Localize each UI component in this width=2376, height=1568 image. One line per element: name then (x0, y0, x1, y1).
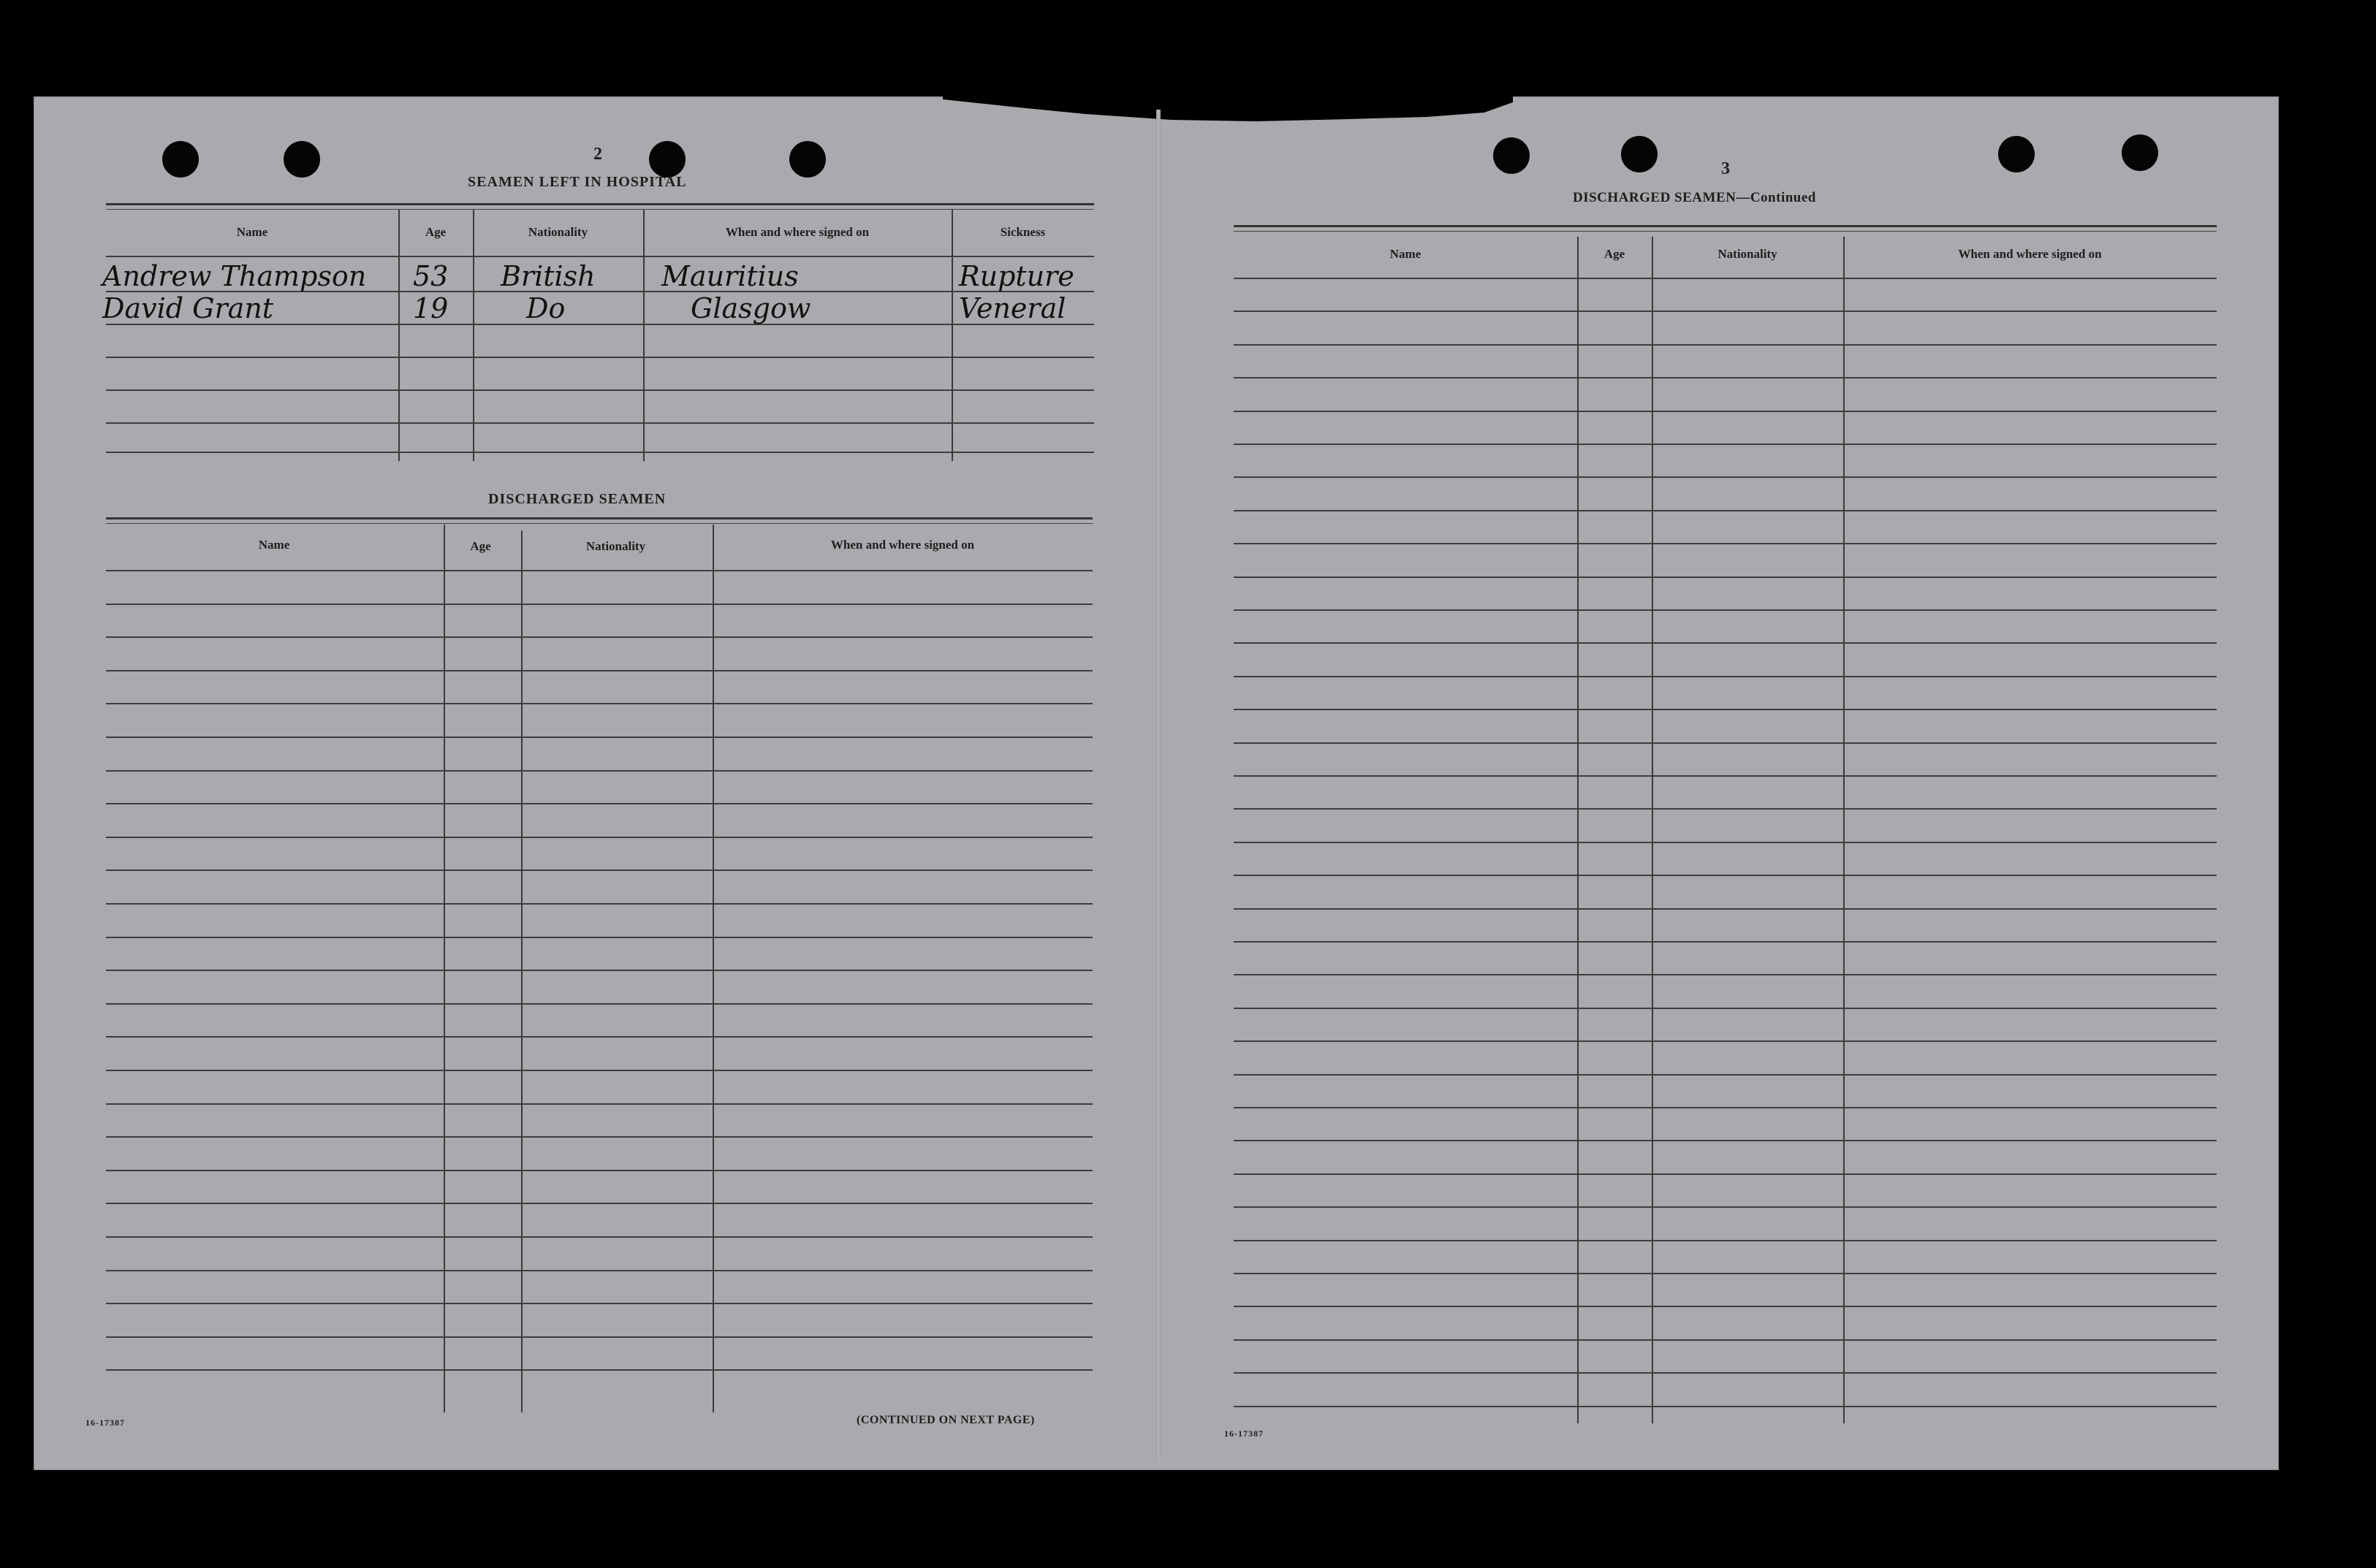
row-rule (106, 1103, 1093, 1105)
table-cell-nationality: Do (526, 292, 566, 324)
column-divider (713, 525, 714, 1412)
row-rule (106, 803, 1093, 804)
form-number-right: 16-17387 (1224, 1428, 1264, 1439)
row-rule (106, 1303, 1093, 1304)
row-rule (106, 1036, 1093, 1038)
row-rule (106, 570, 1093, 571)
row-rule (1234, 1107, 2217, 1108)
continued-note: (CONTINUED ON NEXT PAGE) (857, 1414, 1035, 1426)
column-header-signed-on: When and where signed on (830, 538, 975, 552)
column-header-age: Age (470, 539, 491, 553)
column-header-signed-on: When and where signed on (1958, 247, 2102, 261)
row-rule (1234, 1140, 2217, 1141)
hospital-table (102, 203, 1094, 473)
row-rule (1234, 609, 2217, 611)
hospital-section-title: SEAMEN LEFT IN HOSPITAL (468, 174, 687, 190)
row-rule (1234, 974, 2217, 975)
row-rule (1234, 377, 2217, 378)
column-header-age: Age (1603, 247, 1625, 261)
column-divider (1652, 237, 1653, 1423)
column-header-signed-on: When and where signed on (725, 225, 870, 239)
center-fold (1156, 110, 1161, 1461)
row-rule (106, 1203, 1093, 1204)
punch-hole (284, 141, 320, 178)
discharged-table-left (106, 517, 1093, 1409)
table-cell-nationality: British (501, 260, 596, 292)
table-cell-name: Andrew Thampson (102, 260, 367, 292)
row-rule (1234, 1040, 2217, 1042)
column-divider (444, 525, 445, 1412)
column-header-sickness: Sickness (1000, 225, 1046, 239)
row-rule (1234, 1406, 2217, 1407)
row-rule (1234, 311, 2217, 312)
table-top-rule (1234, 225, 2217, 227)
row-rule (1234, 444, 2217, 445)
page-number-left: 2 (593, 145, 602, 164)
row-rule (106, 837, 1093, 838)
row-rule (106, 452, 1094, 453)
row-rule (1234, 808, 2217, 810)
row-rule (1234, 1206, 2217, 1208)
table-cell-name: David Grant (102, 292, 274, 324)
column-header-name: Name (236, 225, 268, 239)
table-cell-signed-on: Mauritius (661, 260, 799, 292)
page-number-right: 3 (1721, 159, 1730, 178)
row-rule (1234, 1273, 2217, 1274)
row-rule (1234, 875, 2217, 876)
row-rule (106, 1136, 1093, 1138)
row-rule (1234, 1339, 2217, 1341)
column-header-nationality: Nationality (528, 225, 588, 239)
column-divider (1843, 237, 1845, 1423)
table-top-rule (106, 517, 1093, 520)
column-header-nationality: Nationality (585, 539, 646, 553)
row-rule (106, 636, 1093, 638)
row-rule (106, 1070, 1093, 1071)
table-cell-signed-on: Glasgow (691, 292, 811, 324)
row-rule (106, 604, 1093, 605)
row-rule (1234, 510, 2217, 511)
row-rule (106, 869, 1093, 871)
form-number-left: 16-17387 (86, 1417, 125, 1428)
row-rule (1234, 576, 2217, 578)
row-rule (1234, 1372, 2217, 1374)
row-rule (1234, 709, 2217, 710)
table-top-rule (106, 209, 1094, 210)
row-rule (106, 970, 1093, 971)
row-rule (106, 670, 1093, 671)
punch-hole (1493, 137, 1530, 174)
table-top-rule (106, 523, 1093, 524)
row-rule (106, 1236, 1093, 1238)
row-rule (106, 1270, 1093, 1271)
row-rule (1234, 1074, 2217, 1076)
punch-hole (1621, 136, 1658, 172)
column-header-age: Age (425, 225, 447, 239)
row-rule (1234, 941, 2217, 943)
row-rule (106, 422, 1094, 424)
column-header-name: Name (258, 538, 290, 552)
row-rule (1234, 1306, 2217, 1307)
row-rule (1234, 676, 2217, 677)
row-rule (106, 1170, 1093, 1171)
punch-hole (649, 141, 686, 178)
row-rule (1234, 1173, 2217, 1175)
column-divider (1577, 237, 1579, 1423)
row-rule (1234, 1008, 2217, 1009)
row-rule (106, 1003, 1093, 1005)
table-cell-age: 19 (413, 292, 449, 324)
header-rule (106, 256, 1094, 257)
row-rule (106, 357, 1094, 358)
row-rule (106, 1336, 1093, 1338)
row-rule (1234, 543, 2217, 544)
discharged-continued-title: DISCHARGED SEAMEN—Continued (1573, 190, 1816, 205)
row-rule (106, 937, 1093, 938)
column-header-name: Name (1389, 247, 1422, 261)
row-rule (1234, 775, 2217, 777)
row-rule (106, 703, 1093, 704)
punch-hole (162, 141, 199, 178)
row-rule (106, 737, 1093, 738)
punch-hole (2122, 134, 2158, 171)
row-rule (1234, 908, 2217, 910)
discharged-section-title: DISCHARGED SEAMEN (488, 491, 667, 507)
row-rule (106, 770, 1093, 772)
column-header-nationality: Nationality (1718, 247, 1777, 261)
discharged-table-right (1234, 225, 2217, 1423)
punch-hole (789, 141, 826, 178)
row-rule (106, 903, 1093, 905)
row-rule (1234, 842, 2217, 843)
table-top-rule (1234, 231, 2217, 232)
row-rule (1234, 344, 2217, 346)
row-rule (1234, 742, 2217, 744)
row-rule (106, 389, 1094, 391)
row-rule (1234, 476, 2217, 478)
table-cell-age: 53 (413, 260, 449, 292)
row-rule (1234, 642, 2217, 644)
column-divider (521, 530, 523, 1412)
row-rule (106, 1369, 1093, 1371)
row-rule (1234, 411, 2217, 412)
table-cell-sickness: Veneral (959, 292, 1066, 324)
table-cell-sickness: Rupture (959, 260, 1074, 292)
row-rule (1234, 278, 2217, 279)
row-rule (1234, 1240, 2217, 1241)
punch-hole (1998, 136, 2035, 172)
table-top-rule (106, 203, 1094, 205)
